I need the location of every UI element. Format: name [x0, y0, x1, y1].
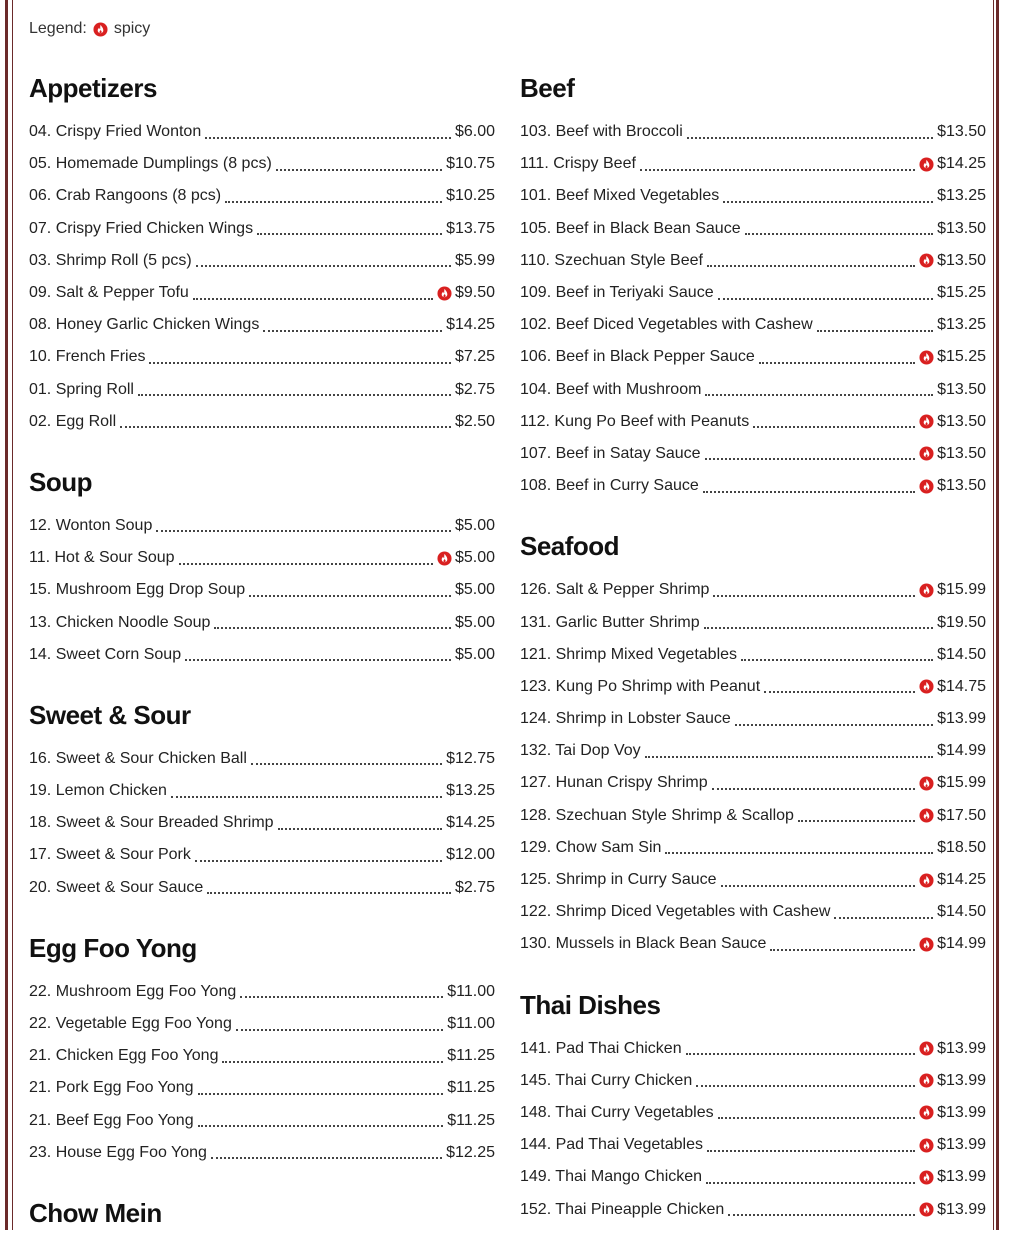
menu-item — [29, 510, 495, 542]
menu-item-price: $10.75 — [446, 155, 495, 173]
menu-item-name: 101. Beef Mixed Vegetables — [520, 187, 720, 205]
menu-item-name: 08. Honey Garlic Chicken Wings — [29, 316, 260, 334]
dot-leader — [718, 297, 933, 300]
dot-leader — [149, 361, 450, 364]
menu-column-left — [29, 70, 495, 1257]
menu-item — [520, 406, 986, 438]
menu-section — [29, 464, 495, 671]
menu-item — [520, 767, 986, 799]
menu-item — [520, 180, 986, 212]
menu-item-name: 126. Salt & Pepper Shrimp — [520, 581, 710, 599]
menu-item-price: $13.50 — [937, 477, 986, 495]
dot-leader — [753, 425, 915, 428]
menu-item-name: 107. Beef in Satay Sauce — [520, 444, 701, 462]
menu-item-name: 148. Thai Curry Vegetables — [520, 1103, 714, 1121]
menu-item-name: 106. Beef in Black Pepper Sauce — [520, 348, 755, 366]
dot-leader — [207, 891, 451, 894]
menu-item — [520, 896, 986, 928]
dot-leader — [249, 594, 451, 597]
menu-item-price: $17.50 — [937, 806, 986, 824]
menu-item-name: 21. Pork Egg Foo Yong — [29, 1079, 194, 1097]
menu-item-name: 130. Mussels in Black Bean Sauce — [520, 935, 767, 953]
menu-item — [29, 743, 495, 775]
menu-item-name: 132. Tai Dop Voy — [520, 742, 641, 760]
dot-leader — [240, 995, 443, 998]
flame-icon — [437, 551, 452, 566]
menu-item-name: 111. Crispy Beef — [520, 155, 636, 173]
menu-item — [520, 1065, 986, 1097]
menu-section — [29, 697, 495, 904]
legend-spicy-text: spicy — [113, 20, 151, 37]
menu-item-name: 13. Chicken Noodle Soup — [29, 613, 211, 631]
menu-item-name: 149. Thai Mango Chicken — [520, 1168, 703, 1186]
menu-item-price: $13.99 — [937, 710, 986, 728]
menu-item-name: 129. Chow Sam Sin — [520, 838, 662, 856]
menu-item — [520, 1129, 986, 1161]
dot-leader — [222, 1060, 443, 1063]
dot-leader — [687, 136, 933, 139]
menu-item-name: 124. Shrimp in Lobster Sauce — [520, 710, 731, 728]
menu-item — [520, 309, 986, 341]
menu-item-price: $14.25 — [446, 814, 495, 832]
dot-leader — [705, 457, 915, 460]
menu-item-price: $14.99 — [937, 935, 986, 953]
menu-item-price: $13.25 — [937, 316, 986, 334]
menu-item-price: $5.00 — [454, 516, 495, 534]
dot-leader — [745, 232, 933, 235]
section-title: Thai Dishes — [520, 989, 661, 1020]
menu-item — [520, 800, 986, 832]
menu-item-price: $13.99 — [937, 1200, 986, 1218]
menu-item-name: 103. Beef with Broccoli — [520, 123, 683, 141]
dot-leader — [198, 1092, 444, 1095]
flame-icon — [919, 1170, 934, 1185]
flame-icon — [919, 679, 934, 694]
menu-item-price: $5.00 — [454, 613, 495, 631]
menu-item-price: $13.99 — [937, 1071, 986, 1089]
menu-item-name: 09. Salt & Pepper Tofu — [29, 284, 189, 302]
menu-item-name: 144. Pad Thai Vegetables — [520, 1136, 703, 1154]
flame-icon — [919, 1073, 934, 1088]
menu-item — [29, 976, 495, 1008]
dot-leader — [251, 762, 442, 765]
menu-item-name: 125. Shrimp in Curry Sauce — [520, 871, 717, 889]
dot-leader — [798, 819, 915, 822]
menu-item-name: 127. Hunan Crispy Shrimp — [520, 774, 708, 792]
menu-item-name: 19. Lemon Chicken — [29, 782, 167, 800]
menu-item — [520, 148, 986, 180]
flame-icon — [919, 350, 934, 365]
flame-icon — [919, 414, 934, 429]
menu-item — [29, 574, 495, 606]
menu-item — [29, 245, 495, 277]
menu-item — [520, 671, 986, 703]
section-title: Sweet & Sour — [29, 699, 191, 730]
dot-leader — [645, 755, 933, 758]
menu-item-name: 04. Crispy Fried Wonton — [29, 123, 202, 141]
menu-item-name: 03. Shrimp Roll (5 pcs) — [29, 251, 192, 269]
menu-item-price: $11.00 — [447, 1015, 495, 1033]
dot-leader — [707, 1149, 915, 1152]
dot-leader — [138, 393, 451, 396]
menu-item — [520, 703, 986, 735]
dot-leader — [193, 297, 433, 300]
menu-item — [520, 438, 986, 470]
menu-item — [29, 1040, 495, 1072]
section-title: Egg Foo Yong — [29, 932, 197, 963]
dot-leader — [195, 859, 442, 862]
dot-leader — [214, 626, 451, 629]
menu-item-price: $2.50 — [454, 412, 495, 430]
flame-icon — [919, 479, 934, 494]
dot-leader — [171, 795, 442, 798]
menu-item — [29, 1105, 495, 1137]
menu-item — [29, 116, 495, 148]
menu-item — [29, 1072, 495, 1104]
menu-section — [520, 528, 986, 960]
menu-item-price: $13.99 — [937, 1136, 986, 1154]
menu-item-name: 121. Shrimp Mixed Vegetables — [520, 645, 738, 663]
section-title: Beef — [520, 73, 575, 103]
menu-item-name: 05. Homemade Dumplings (8 pcs) — [29, 155, 272, 173]
section-title: Seafood — [520, 531, 620, 562]
menu-item — [520, 735, 986, 767]
menu-item-price: $5.00 — [454, 549, 495, 567]
menu-item-name: 17. Sweet & Sour Pork — [29, 846, 191, 864]
menu-item-price: $13.50 — [937, 412, 986, 430]
menu-item-price: $13.50 — [937, 219, 986, 237]
menu-section — [520, 987, 986, 1226]
dot-leader — [278, 827, 442, 830]
legend-label: Legend: — [29, 20, 87, 37]
menu-item-name: 105. Beef in Black Bean Sauce — [520, 219, 741, 237]
menu-item-price: $14.50 — [937, 903, 986, 921]
menu-item — [520, 277, 986, 309]
menu-item — [520, 245, 986, 277]
menu-item-name: 104. Beef with Mushroom — [520, 380, 702, 398]
menu-item — [29, 374, 495, 406]
dot-leader — [156, 529, 451, 532]
menu-item — [29, 277, 495, 309]
menu-item-price: $12.25 — [446, 1143, 495, 1161]
menu-item-price: $13.50 — [937, 444, 986, 462]
menu-item — [520, 116, 986, 148]
menu-item-name: 18. Sweet & Sour Breaded Shrimp — [29, 814, 274, 832]
menu-item — [29, 606, 495, 638]
menu-item-name: 22. Vegetable Egg Foo Yong — [29, 1015, 232, 1033]
menu-item-price: $12.75 — [446, 749, 495, 767]
flame-icon — [919, 1041, 934, 1056]
flame-icon — [919, 1105, 934, 1120]
menu-item — [520, 1033, 986, 1065]
menu-item-name: 109. Beef in Teriyaki Sauce — [520, 284, 714, 302]
dot-leader — [735, 723, 933, 726]
menu-item — [29, 180, 495, 212]
menu-item — [520, 1097, 986, 1129]
menu-item-name: 07. Crispy Fried Chicken Wings — [29, 219, 254, 237]
dot-leader — [706, 1181, 915, 1184]
menu-item-name: 122. Shrimp Diced Vegetables with Cashew — [520, 903, 831, 921]
dot-leader — [770, 948, 915, 951]
menu-section — [520, 70, 986, 502]
menu-item-name: 21. Beef Egg Foo Yong — [29, 1111, 194, 1129]
dot-leader — [185, 658, 451, 661]
dot-leader — [696, 1084, 915, 1087]
menu-item-price: $13.50 — [937, 251, 986, 269]
menu-item-price: $14.25 — [937, 155, 986, 173]
menu-item — [29, 775, 495, 807]
dot-leader — [236, 1028, 443, 1031]
menu-item-name: 108. Beef in Curry Sauce — [520, 477, 699, 495]
menu-item-price: $15.25 — [937, 348, 986, 366]
menu-section — [29, 1195, 495, 1231]
menu-section — [29, 930, 495, 1169]
menu-item-price: $12.00 — [446, 846, 495, 864]
dot-leader — [640, 168, 915, 171]
section-title: Soup — [29, 466, 92, 497]
dot-leader — [196, 264, 451, 267]
menu-item-price: $14.75 — [937, 677, 986, 695]
menu-item-price: $18.50 — [937, 838, 986, 856]
menu-item — [520, 1193, 986, 1225]
menu-item-price: $2.75 — [454, 878, 495, 896]
menu-item-price: $10.25 — [446, 187, 495, 205]
dot-leader — [198, 1124, 444, 1127]
menu-item-price: $13.99 — [937, 1039, 986, 1057]
dot-leader — [120, 425, 451, 428]
flame-icon — [93, 22, 108, 37]
menu-item — [29, 148, 495, 180]
menu-item-price: $7.25 — [454, 348, 495, 366]
menu-item-name: 01. Spring Roll — [29, 380, 134, 398]
menu-item — [29, 872, 495, 904]
dot-leader — [707, 264, 915, 267]
menu-item — [29, 341, 495, 373]
menu-item-price: $13.99 — [937, 1103, 986, 1121]
menu-item-price: $14.99 — [937, 742, 986, 760]
flame-icon — [919, 1138, 934, 1153]
menu-item-price: $14.25 — [937, 871, 986, 889]
menu-item-price: $13.50 — [937, 123, 986, 141]
menu-item-name: 14. Sweet Corn Soup — [29, 645, 182, 663]
flame-icon — [919, 937, 934, 952]
menu-item-name: 112. Kung Po Beef with Peanuts — [520, 412, 750, 430]
flame-icon — [919, 776, 934, 791]
menu-item — [29, 807, 495, 839]
section-title: Chow Mein — [29, 1197, 162, 1228]
flame-icon — [919, 157, 934, 172]
menu-item-price: $19.50 — [937, 613, 986, 631]
dot-leader — [263, 329, 442, 332]
menu-item — [29, 542, 495, 574]
dot-leader — [723, 200, 933, 203]
dot-leader — [704, 626, 933, 629]
menu-item — [520, 574, 986, 606]
menu-item-price: $15.99 — [937, 581, 986, 599]
menu-item-name: 16. Sweet & Sour Chicken Ball — [29, 749, 247, 767]
flame-icon — [919, 446, 934, 461]
menu-item-price: $15.25 — [937, 284, 986, 302]
flame-icon — [919, 1202, 934, 1217]
menu-item — [29, 839, 495, 871]
menu-item-price: $5.99 — [454, 251, 495, 269]
flame-icon — [919, 253, 934, 268]
dot-leader — [179, 562, 433, 565]
menu-item-name: 128. Szechuan Style Shrimp & Scallop — [520, 806, 794, 824]
flame-icon — [919, 873, 934, 888]
dot-leader — [718, 1116, 915, 1119]
menu-item-price: $6.00 — [454, 123, 495, 141]
dot-leader — [713, 594, 915, 597]
menu-item-name: 123. Kung Po Shrimp with Peanut — [520, 677, 761, 695]
menu-item-price: $13.25 — [937, 187, 986, 205]
menu-item-name: 12. Wonton Soup — [29, 516, 153, 534]
menu-item-name: 131. Garlic Butter Shrimp — [520, 613, 700, 631]
dot-leader — [703, 490, 915, 493]
dot-leader — [764, 690, 915, 693]
menu-item — [520, 1161, 986, 1193]
menu-item-price: $11.25 — [447, 1111, 495, 1129]
menu-item — [29, 1137, 495, 1169]
menu-item-price: $9.50 — [454, 284, 495, 302]
menu-item-name: 21. Chicken Egg Foo Yong — [29, 1047, 219, 1065]
menu-item-price: $11.25 — [447, 1047, 495, 1065]
dot-leader — [665, 851, 933, 854]
menu-item-price: $5.00 — [454, 645, 495, 663]
menu-item — [29, 213, 495, 245]
menu-item-price: $11.25 — [447, 1079, 495, 1097]
menu-item-name: 11. Hot & Sour Soup — [29, 549, 175, 567]
dot-leader — [276, 168, 442, 171]
menu-item — [520, 470, 986, 502]
dot-leader — [712, 787, 915, 790]
menu-item-name: 10. French Fries — [29, 348, 146, 366]
menu-item-price: $11.00 — [447, 982, 495, 1000]
flame-icon — [919, 808, 934, 823]
menu-item — [520, 374, 986, 406]
dot-leader — [705, 393, 933, 396]
flame-icon — [437, 286, 452, 301]
dot-leader — [257, 232, 442, 235]
section-title: Appetizers — [29, 73, 157, 103]
menu-item-name: 102. Beef Diced Vegetables with Cashew — [520, 316, 813, 334]
menu-item — [29, 639, 495, 671]
dot-leader — [817, 329, 933, 332]
menu-item-name: 22. Mushroom Egg Foo Yong — [29, 982, 237, 1000]
menu-item-price: $15.99 — [937, 774, 986, 792]
menu-item-name: 145. Thai Curry Chicken — [520, 1071, 693, 1089]
menu-item — [520, 606, 986, 638]
legend — [29, 20, 150, 38]
menu-item-price: $13.99 — [937, 1168, 986, 1186]
menu-item-price: $5.00 — [454, 581, 495, 599]
dot-leader — [759, 361, 915, 364]
menu-section — [29, 70, 495, 438]
dot-leader — [686, 1052, 915, 1055]
menu-item-name: 141. Pad Thai Chicken — [520, 1039, 682, 1057]
menu-item — [29, 1008, 495, 1040]
menu-item-name: 110. Szechuan Style Beef — [520, 251, 703, 269]
dot-leader — [834, 916, 933, 919]
menu-column-right — [520, 70, 986, 1252]
menu-item-price: $14.25 — [446, 316, 495, 334]
dot-leader — [721, 884, 916, 887]
menu-item — [520, 864, 986, 896]
menu-item — [520, 213, 986, 245]
menu-item-name: 152. Thai Pineapple Chicken — [520, 1200, 725, 1218]
menu-item-price: $13.25 — [446, 782, 495, 800]
menu-item-name: 23. House Egg Foo Yong — [29, 1143, 207, 1161]
menu-item-price: $13.50 — [937, 380, 986, 398]
menu-item — [29, 406, 495, 438]
menu-item-name: 02. Egg Roll — [29, 412, 117, 430]
dot-leader — [211, 1156, 442, 1159]
menu-item — [29, 309, 495, 341]
menu-item-name: 15. Mushroom Egg Drop Soup — [29, 581, 246, 599]
dot-leader — [205, 136, 451, 139]
menu-item-name: 06. Crab Rangoons (8 pcs) — [29, 187, 222, 205]
flame-icon — [919, 583, 934, 598]
menu-item — [520, 832, 986, 864]
menu-item — [520, 928, 986, 960]
dot-leader — [225, 200, 442, 203]
menu-item — [520, 639, 986, 671]
menu-item-name: 20. Sweet & Sour Sauce — [29, 878, 204, 896]
menu-item-price: $14.50 — [937, 645, 986, 663]
menu-item-price: $2.75 — [454, 380, 495, 398]
menu-item — [520, 341, 986, 373]
menu-item-price: $13.75 — [446, 219, 495, 237]
dot-leader — [741, 658, 933, 661]
